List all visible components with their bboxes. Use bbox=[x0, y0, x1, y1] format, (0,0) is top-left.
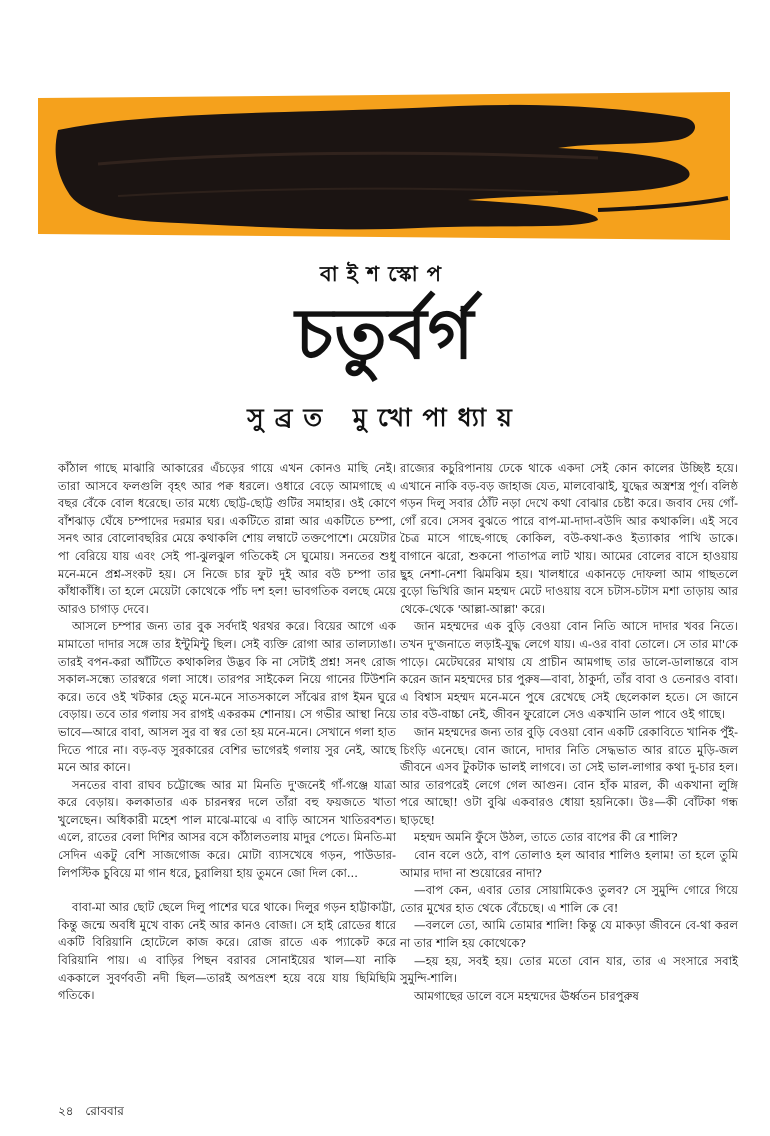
paragraph: বাবা-মা আর ছোট ছেলে দিলু পাশের ঘরে থাকে। দিলুর গড়ন হাট্টাকাট্টা, কিন্তু জন্মে অবধি মুখে বাক্য নেই আর কানও বোজা। সে হাই রোডের ধারে একটি বিরিয়ানি হোটেলে কাজ করে। রোজ রাতে এক প্যাকেট করে বিরিয়ানি পায়। এ বাড়ির পিছন বরাবর সোনাইয়ের খাল—যা নাকি এককালে সুবর্ণবতী নদী ছিল—তারই অপভ্রংশ হয়ে বয়ে যায় ছিমিছিমি গতিকে। bbox=[58, 900, 396, 1003]
left-column bbox=[58, 460, 396, 1005]
paragraph: রাজ্যের কচুরিপানায় ঢেকে থাকে একদা সেই কোন কালের উচ্ছিষ্ট হয়ে। এখানে নাকি বড়-বড় জাহাজ যেত, মালবোঝাই, যুদ্ধের অস্ত্রশস্ত্র পূর্ণ। বলিষ্ঠ গড়ন দিলু সবার ঠোঁট নড়া দেখে কথা বোঝার চেষ্টা করে। জবাব দেয় গোঁ-গোঁ রবে। সেসব বুঝতে পারে বাপ-মা-দাদা-বউদি আর কথাকলি। এই সবে চৈত্র মাসে গাছে-গাছে কোকিল, বউ-কথা-কও ইত্যাকার পাখি ডাকে। বাগানে ঝরো, শুকনো পাতাপত্র লাট খায়। আমের বোলের বাসে হাওয়ায় ছুহ নেশা-নেশা ঝিমঝিম হয়। খালধারে একানড়ে দোফলা আম গাছতলে বুড়ো ভিখিরি জান মহম্মদ মেটে দাওয়ায় বসে চটাস-চটাস মশা তাড়ায় আর থেকে-থেকে 'আল্লা-আল্লা' করে। bbox=[400, 461, 738, 616]
brush-stroke-banner bbox=[38, 92, 730, 240]
paragraph: জান মহম্মদের জন্য তার বুড়ি বেওয়া বোন একটি রেকাবিতে খানিক পুঁই-চিংড়ি এনেছে। বোন জানে, দাদার নিতি সেদ্ধভাত আর রাতে মুড়ি-জল জীবনে এসব টুকটাক ভালই লাগবে। তা সেই ভাল-লাগার কথা দু-চার হল। আর তারপরেই লেগে গেল আগুন। বোন হাঁক মারল, কী একখানা লুঙ্গি পরে আছো! ওটা বুঝি একবারও ধোয়া হয়নিকো। উঃ—কী বোঁটকা গন্ধ ছাড়ছে! bbox=[400, 724, 738, 827]
magazine-name: রোববার bbox=[85, 1104, 124, 1118]
paragraph: আসলে চম্পার জন্য তার বুক সর্বদাই থরথর করে। বিয়ের আগে এক মামাতো দাদার সঙ্গে তার ইন্টুমিন্টু ছিল। সেই ব্যক্তি রোগা আর তালঢ্যাঙা। তারই বপন-করা আঁটিতে কথাকলির উদ্ভব কি না সেটাই প্রশ্ন! সনৎ রোজ সকাল-সন্ধ্যে তারস্বরে গলা সাধে। তারপর সাইকেল নিয়ে গানের টিউশনি করে। তবে ওই খটকার হেতু মনে-মনে সাতসকালে সাঁঝের রাগ ইমন ঘুরে বেড়ায়। তবে তার গলায় সব রাগই একরকম শোনায়। সে গভীর আস্থা নিয়ে ভাবে—আরে বাবা, আসল সুর বা স্বর তো হয় মনে-মনে। সেখানে গলা হাত দিতে পারে না। বড়-বড় সুরকারের বেশির ভাগেরই গলায় সুর নেই, আছে মনে আর কানে। bbox=[58, 619, 396, 775]
paragraph: বোন বলে ওঠে, বাপ তোলাও হল আবার শালিও হলাম! তা হলে তুমি আমার দাদা না শুয়োরের নাদা? bbox=[400, 848, 738, 880]
right-column bbox=[400, 460, 738, 1005]
page-number: ২৪ bbox=[58, 1104, 74, 1118]
paragraph: —বললে তো, আমি তোমার শালি! কিন্তু যে মাকড়া জীবনে বে-থা করল না তার শালি হয় কোথেকে? bbox=[400, 918, 738, 951]
author-name: সুব্রত মুখোপাধ্যায় bbox=[247, 403, 523, 432]
paragraph: মহম্মদ অমনি ফুঁসে উঠল, তাতে তোর বাপের কী রে শালি? bbox=[414, 830, 678, 845]
paragraph: জান মহম্মদের এক বুড়ি বেওয়া বোন নিতি আসে দাদার খবর নিতে। তখন দু'জনাতে লড়াই-যুদ্ধ লেগে যায়। এ-ওর বাবা তোলে। সে তার মা'কে পাড়ে। মেটেঘরের মাথায় যে প্রাচীন আমগাছ তার ডালে-ডালান্তরে বাস করেন জান মহম্মদের চার পুরুষ—বাবা, ঠাকুর্দা, তাঁর বাবা ও তেনারও বাবা। এ বিশ্বাস মহম্মদ মনে-মনে পুষে রেখেছে সেই ছেলেকাল হতে। সে জানে তার বউ-বাচ্চা নেই, জীবন ফুরোলে সেও একখানি ডাল পাবে ওই গাছে। bbox=[400, 619, 738, 722]
paragraph: কাঁঠাল গাছে মাঝারি আকারের এঁচড়ের গায়ে এখন কোনও মাছি নেই। তারা আসবে ফলগুলি বৃহৎ আর পক্ব ধরলে। ওধারে বেড়ে আমগাছে এ বছর বেঁকে বোল ধরেছে। তার মধ্যে ছোট্ট-ছোট্ট গুটির সমাহার। ওই কোণে বাঁশঝাড় ঘেঁষে চম্পাদের দরমার ঘর। একটিতে রান্না আর একটিতে চম্পা, সনৎ আর বোলোবছরির মেয়ে কথাকলি শোয় লম্বাটে তক্তপোশে। মেয়েটার পা বেরিয়ে যায় এবং সেই পা-ঝুলঝুল গতিকেই সে ঘুমোয়। সনতের শুধু মনে-মনে প্রশ্ন-সংকট হয়। সে নিজে চার ফুট দুই আর বউ চম্পা তার কাঁধাকাঁধি। তা হলে মেয়েটা কোথেকে পাঁচ দশ হল! ভাবগতিক বলছে মেয়ে আরও চাগাড় দেবে। bbox=[58, 461, 396, 616]
section-kicker: বাইশস্কোপ bbox=[319, 262, 451, 286]
paragraph: আমগাছের ডালে বসে মহম্মদের ঊর্ধ্বতন চারপুরুষ bbox=[414, 988, 639, 1003]
article-title: চতুর্বর্গ bbox=[295, 293, 475, 375]
paragraph: সনতের বাবা রাঘব চট্টোজ্জে আর মা মিনতি দু'জনেই গাঁ-গঞ্জে যাত্রা করে বেড়ায়। কলকাতার এক চারনস্বর দলে তাঁরা বহু ফয়জতে খাতা খুলেছেন। অধিকারী মহেশ পাল মাঝে-মাঝে এ বাড়ি আসেন খাতিরবশত। এলে, রাতের বেলা দিশির আসর বসে কাঁঠালতলায় মাদুর পেতে। মিনতি-মা সেদিন একটু বেশি সাজগোজ করে। মোটা ব্যাসখেষে গড়ন, পাউডার-লিপস্টিক চুবিয়ে মা গান ধরে, চুরালিয়া হায় তুমনে জো দিল কো... bbox=[58, 777, 396, 880]
page-footer bbox=[58, 1103, 132, 1123]
paragraph: —বাপ কেন, এবার তোর সোয়ামিকেও তুলব? সে সুমুন্দি গোরে গিয়ে তোর মুখের হাত থেকে বেঁচেছে। এ শালি কে বে! bbox=[400, 883, 738, 915]
paragraph: —হয় হয়, সবই হয়। তোর মতো বোন যার, তার এ সংসারে সবাই সুমুন্দি-শালি। bbox=[400, 953, 738, 986]
